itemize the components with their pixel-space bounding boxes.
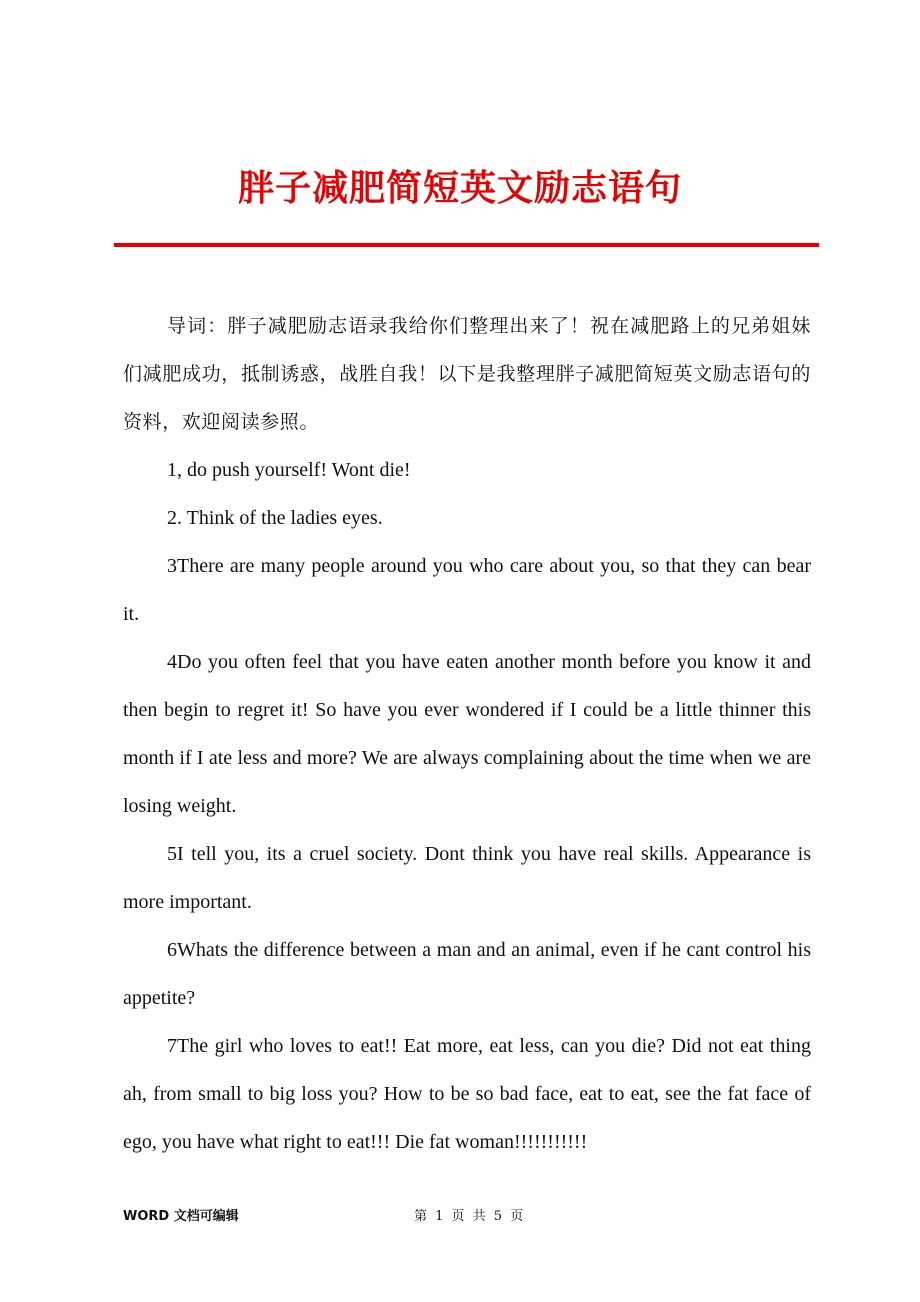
quote-paragraph-2: 2. Think of the ladies eyes. (167, 507, 383, 529)
quote-paragraph-1: 1, do push yourself! Wont die! (167, 459, 411, 481)
document-body (123, 302, 811, 1166)
quote-paragraph-6: 6Whats the difference between a man and an animal, even if he cant control his appetite? (123, 939, 811, 1009)
title-divider (114, 243, 819, 247)
quote-paragraph-7: 7The girl who loves to eat!! Eat more, eat less, can you die? Did not eat thing ah, from small to big loss you? How to be so bad face, eat to eat, see the fat face of ego, you have what right to eat!!! Die fat woman!!!!!!!!!!! (123, 1035, 811, 1153)
intro-paragraph: 导词：胖子减肥励志语录我给你们整理出来了！祝在减肥路上的兄弟姐妹们减肥成功，抵制诱惑，战胜自我！以下是我整理胖子减肥简短英文励志语句的资料，欢迎阅读参照。 (123, 315, 811, 433)
footer-editable-note: WORD 文档可编辑 (123, 1209, 239, 1224)
page-footer (123, 1205, 823, 1229)
quote-paragraph-3: 3There are many people around you who care about you, so that they can bear it. (123, 555, 811, 625)
quote-paragraph-5: 5I tell you, its a cruel society. Dont think you have real skills. Appearance is more important. (123, 843, 811, 913)
page-number-indicator: 第 1 页 共 5 页 (414, 1209, 524, 1224)
document-title: 胖子减肥简短英文励志语句 (237, 167, 682, 209)
quote-paragraph-4: 4Do you often feel that you have eaten another month before you know it and then begin to regret it! So have you ever wondered if I could be a little thinner this month if I ate less and more? We are always complaining about the time when we are losing weight. (123, 651, 811, 817)
